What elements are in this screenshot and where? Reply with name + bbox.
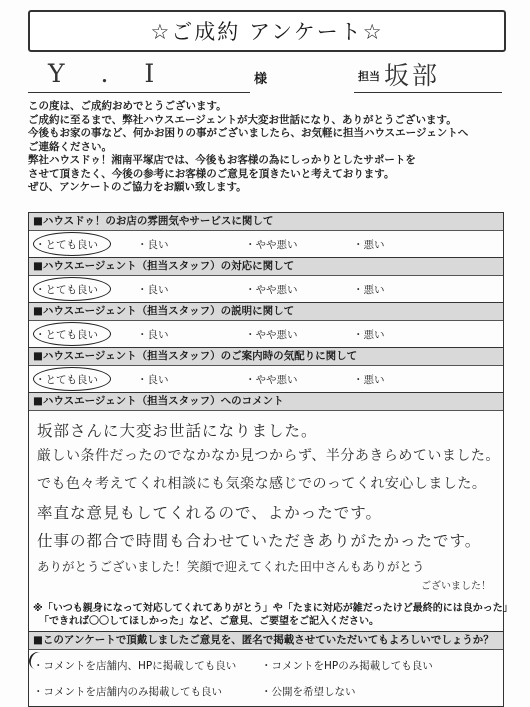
intro-line: 弊社ハウスドゥ！湘南平塚店では、今後もお客様の為にしっかりとしたサポートを	[28, 154, 416, 166]
customer-name-underline	[28, 92, 250, 93]
question-heading: ■ハウスドゥ！のお店の雰囲気やサービスに関して	[29, 213, 503, 231]
publish-options	[29, 650, 503, 706]
option-somewhat-bad[interactable]: ・やや悪い	[245, 329, 298, 341]
option-good[interactable]: ・良い	[137, 284, 169, 296]
customer-name[interactable]: Y . I	[48, 59, 169, 88]
note-line: 「できれば〇〇してほしかった」など、ご意見、ご要望をご記入ください。	[39, 615, 379, 627]
comment-heading: ■ハウスエージェント（担当スタッフ）へのコメント	[29, 393, 503, 411]
publish-option-store-only[interactable]: ・コメントを店舗内のみ掲載しても良い	[33, 686, 222, 698]
question-options	[29, 276, 503, 303]
publish-option-label: ・コメントを店舗内、HPに掲載しても良い	[33, 660, 237, 672]
comment-note	[29, 601, 513, 632]
intro-line: ご成約に至るまで、弊社ハウスエージェントが大変お世話になり、ありがとうございます。	[28, 113, 457, 126]
comment-line: 厳しい条件だったのでなかなか見つからず、半分あきらめていました。	[37, 448, 500, 464]
option-good[interactable]: ・良い	[137, 329, 169, 341]
option-very-good[interactable]: ・とても良い	[35, 374, 98, 386]
publish-option-hp-only[interactable]: ・コメントをHPのみ掲載しても良い	[261, 660, 433, 672]
comment-field[interactable]	[29, 411, 503, 601]
name-row	[28, 58, 502, 94]
intro-text	[28, 100, 508, 195]
comment-line: 坂部さんに大変お世話になりました。	[37, 422, 318, 440]
question-options	[29, 321, 503, 348]
intro-line: 今後もお家の事など、何かお困りの事がございましたら、お気軽に担当ハウスエージェントへ	[28, 127, 469, 139]
question-heading: ■ハウスエージェント（担当スタッフ）の説明に関して	[29, 303, 503, 321]
option-bad[interactable]: ・悪い	[353, 329, 385, 341]
intro-line: ご連絡ください。	[28, 140, 112, 153]
option-very-good[interactable]: ・とても良い	[35, 329, 98, 341]
question-heading: ■ハウスエージェント（担当スタッフ）の対応に関して	[29, 258, 503, 276]
intro-line: させて頂きたく、今後の参考にお客様のご意見を頂きたいと考えております。	[28, 167, 395, 180]
publish-option-none[interactable]: ・公開を希望しない	[261, 686, 356, 698]
staff-name-underline	[354, 92, 502, 93]
customer-suffix: 様	[254, 72, 268, 87]
comment-line: 仕事の都合で時間も合わせていただきありがたかったです。	[37, 532, 482, 550]
question-options	[29, 231, 503, 258]
comment-line: 率直な意見もしてくれるので、よかったです。	[37, 504, 382, 522]
question-options	[29, 366, 503, 393]
comment-line: ありがとうございました！笑顔で迎えてくれた田中さんもありがとう	[37, 559, 425, 574]
option-bad[interactable]: ・悪い	[353, 239, 385, 251]
comment-line: でも色々考えてくれ相談にも気楽な感じでのってくれ安心しました。	[37, 476, 487, 492]
staff-name[interactable]: 坂部	[384, 61, 441, 90]
note-line: ※「いつも親身になって対応してくれてありがとう」や「たまに対応が雑だったけど最終的には良かった」	[33, 603, 513, 614]
option-somewhat-bad[interactable]: ・やや悪い	[245, 284, 298, 296]
option-very-good[interactable]: ・とても良い	[35, 284, 98, 296]
option-good[interactable]: ・良い	[137, 374, 169, 386]
survey-table	[28, 212, 513, 707]
option-bad[interactable]: ・悪い	[353, 374, 385, 386]
comment-line: ございました！	[421, 581, 491, 592]
option-bad[interactable]: ・悪い	[353, 284, 385, 296]
option-somewhat-bad[interactable]: ・やや悪い	[245, 239, 298, 251]
question-heading: ■ハウスエージェント（担当スタッフ）のご案内時の気配りに関して	[29, 348, 503, 366]
intro-line: この度は、ご成約おめでとうございます。	[28, 100, 227, 112]
publish-heading: ■このアンケートで頂戴しましたご意見を、匿名で掲載させていただいてもよろしいでしょうか？	[29, 632, 503, 650]
survey-title: ☆ご成約 アンケート☆	[28, 10, 506, 52]
option-very-good[interactable]: ・とても良い	[35, 239, 98, 251]
intro-line: ぜひ、アンケートのご協力をお願い致します。	[28, 181, 247, 193]
publish-option-store-and-hp[interactable]	[33, 658, 236, 673]
staff-label: 担当	[358, 70, 380, 83]
option-somewhat-bad[interactable]: ・やや悪い	[245, 374, 298, 386]
option-good[interactable]: ・良い	[137, 239, 169, 251]
